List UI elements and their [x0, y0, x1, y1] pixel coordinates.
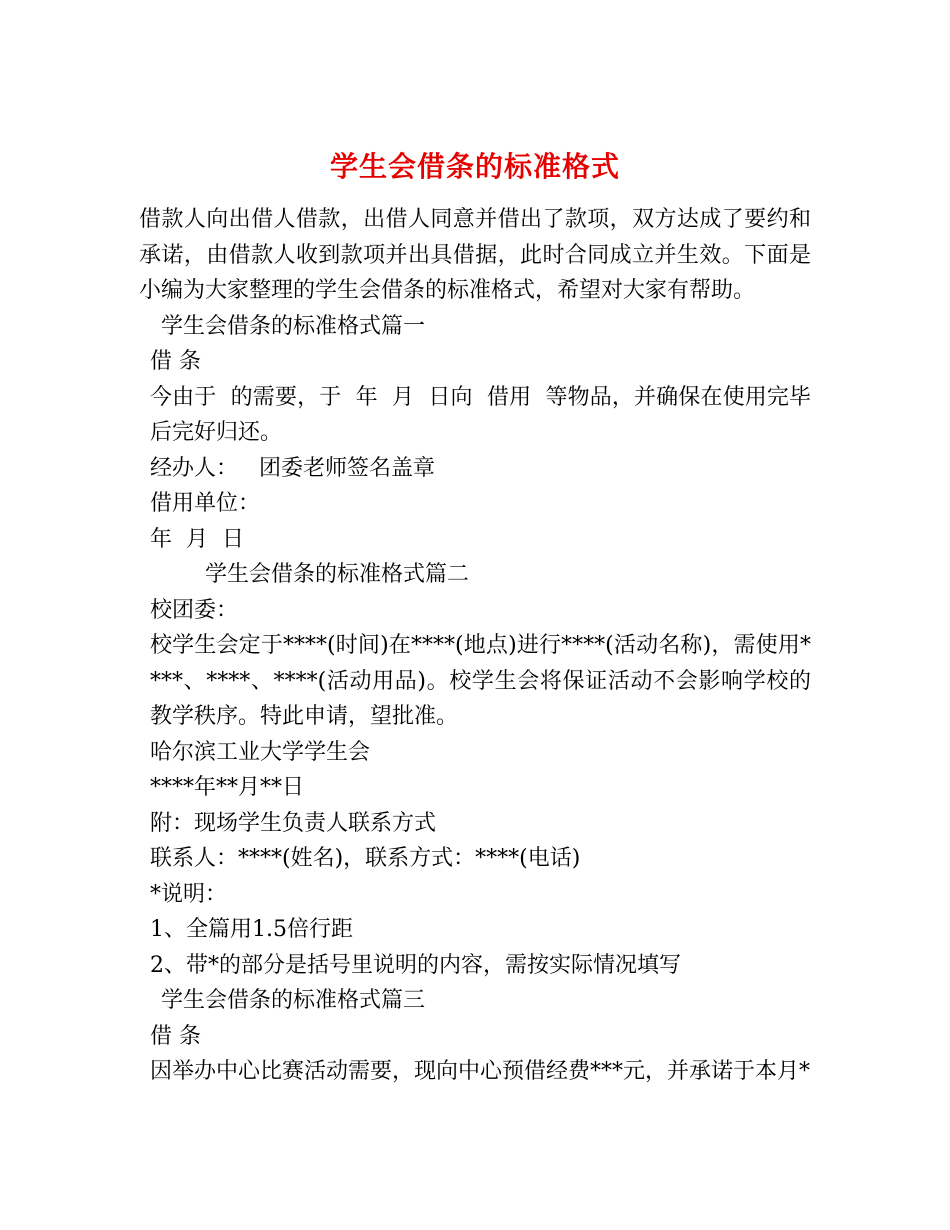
section2-note-item-1: 1、全篇用1.5倍行距 — [150, 917, 353, 942]
section1-date: 年 月 日 — [150, 526, 244, 552]
section2-heading: 学生会借条的标准格式篇二 — [205, 562, 470, 587]
section2-note-label: *说明： — [150, 881, 228, 907]
section1-label: 借 条 — [150, 349, 201, 374]
section1-handler: 经办人： 团委老师签名盖章 — [150, 455, 435, 481]
document-title: 学生会借条的标准格式 — [329, 149, 620, 183]
section1-paragraph: 今由于 的需要，于 年 月 日向 借用 等物品，并确保在使用完毕后完好归还。 — [150, 384, 811, 445]
intro-paragraph: 借款人向出借人借款，出借人同意并借出了款项，双方达成了要约和承诺，由借款人收到款项并出具借据，此时合同成立并生效。下面是小编为大家整理的学生会借条的标准格式，希望对大家有帮助。 — [139, 207, 811, 303]
section2-note-item-2: 2、带*的部分是括号里说明的内容，需按实际情况填写 — [150, 952, 681, 978]
section3-paragraph: 因举办中心比赛活动需要，现向中心预借经费***元，并承诺于本月* — [150, 1059, 811, 1084]
section3-heading: 学生会借条的标准格式篇三 — [161, 988, 426, 1013]
section2-recipient: 校团委： — [150, 597, 239, 623]
section2-contact: 联系人：****(姓名)，联系方式：****(电话) — [150, 846, 581, 871]
section2-paragraph: 校学生会定于****(时间)在****(地点)进行****(活动名称)，需使用****、****、****(活动用品)。校学生会将保证活动不会影响学校的教学秩序。特此申请，望批准。 — [150, 633, 811, 729]
document-body — [139, 202, 811, 1090]
section3-label: 借 条 — [150, 1023, 201, 1049]
section2-attach: 附：现场学生负责人联系方式 — [150, 810, 437, 836]
section2-org: 哈尔滨工业大学学生会 — [150, 739, 371, 765]
section2-date: ****年**月**日 — [150, 775, 305, 800]
section1-heading: 学生会借条的标准格式篇一 — [161, 313, 426, 339]
section1-unit: 借用单位： — [150, 491, 261, 516]
